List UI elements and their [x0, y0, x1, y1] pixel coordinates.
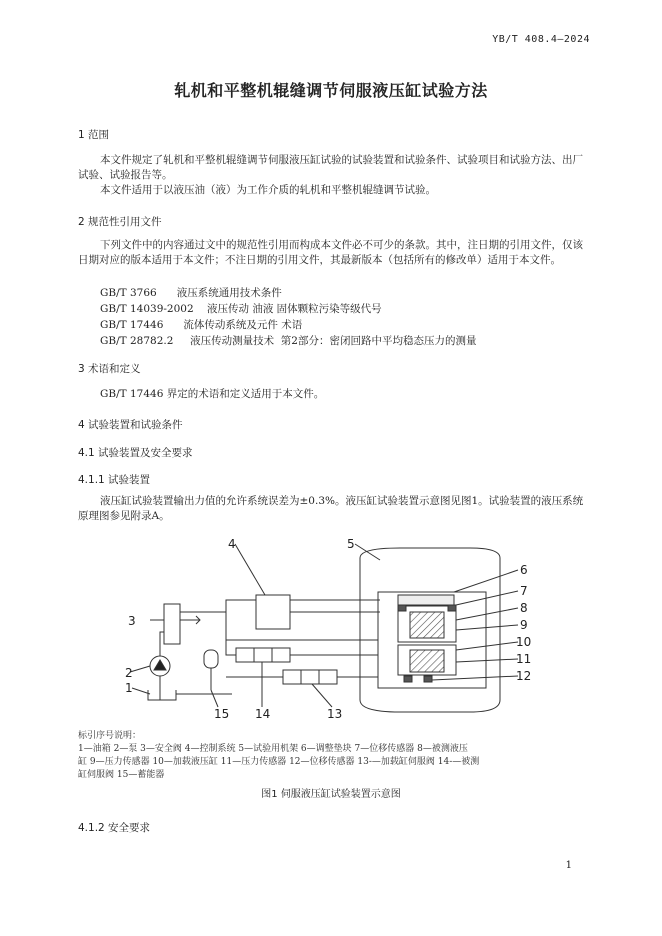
- label-13: 13: [327, 707, 343, 721]
- oil-tank-1: [148, 690, 176, 700]
- label-15: 15: [214, 707, 230, 721]
- label-8: 8: [520, 601, 528, 615]
- label-4: 4: [228, 537, 236, 551]
- section-4-heading: 4 试验装置和试验条件: [78, 419, 183, 431]
- figure-legend-line-2: 缸 9—压力传感器 10—加载液压缸 11—压力传感器 12—位移传感器 13-—加载缸伺服阀 14-—被测: [78, 757, 480, 767]
- label-14: 14: [255, 707, 271, 721]
- section-3-heading: 3 术语和定义: [78, 363, 141, 375]
- section-1-heading: 1 范围: [78, 129, 110, 141]
- figure-caption: 图1 伺服液压缸试验装置示意图: [261, 789, 401, 800]
- section-1-paragraph-1: 本文件规定了轧机和平整机辊缝调节伺服液压缸试验的试验装置和试验条件、试验项目和试验方法、出厂试验、试验报告等。: [78, 154, 583, 181]
- control-system-box: [256, 595, 290, 629]
- figure-legend-line-1: 1—油箱 2—泵 3—安全阀 4—控制系统 5—试验用机架 6—调整垫块 7—位移传感器 8—被测液压: [78, 744, 468, 754]
- label-1: 1: [125, 681, 133, 695]
- figure-legend-title: 标引序号说明：: [78, 731, 142, 741]
- pressure-sensor-11: [424, 676, 432, 682]
- reference-1: GB/T 3766 液压系统通用技术条件: [100, 287, 282, 299]
- label-6: 6: [520, 563, 528, 577]
- reference-3: GB/T 17446 流体传动系统及元件 术语: [100, 319, 303, 331]
- figure-legend-line-3: 缸伺服阀 15—蓄能器: [78, 770, 165, 780]
- label-11: 11: [516, 652, 532, 666]
- relief-valve-3: [164, 604, 180, 644]
- reference-2: GB/T 14039-2002 液压传动 油液 固体颗粒污染等级代号: [100, 303, 382, 315]
- reference-4: GB/T 28782.2 液压传动测量技术 第2部分：密闭回路中平均稳态压力的测量: [100, 335, 477, 347]
- servo-valve-14: [236, 648, 290, 662]
- label-2: 2: [125, 666, 133, 680]
- section-4-1-2-heading: 4.1.2 安全要求: [78, 822, 151, 834]
- displacement-sensor-12: [404, 676, 412, 682]
- section-4-1-heading: 4.1 试验装置及安全要求: [78, 447, 193, 459]
- servo-cylinder-test-rig-diagram: [0, 530, 662, 730]
- test-cylinder-piston: [410, 612, 444, 638]
- servo-valve-13: [283, 670, 337, 684]
- load-cylinder-piston: [410, 650, 444, 672]
- accumulator-15: [204, 650, 218, 668]
- section-2-heading: 2 规范性引用文件: [78, 216, 162, 228]
- document-title: 轧机和平整机辊缝调节伺服液压缸试验方法: [174, 81, 488, 100]
- section-4-1-1-paragraph: 液压缸试验装置输出力值的允许系统误差为±0.3%。液压缸试验装置示意图见图1。试验装置的液压系统原理图参见附录A。: [78, 495, 584, 522]
- section-1-paragraph-2: 本文件适用于以液压油（液）为工作介质的轧机和平整机辊缝调节试验。: [100, 184, 436, 196]
- label-3: 3: [128, 614, 136, 628]
- label-7: 7: [520, 584, 528, 598]
- page-number: 1: [565, 860, 572, 871]
- section-2-paragraph-1: 下列文件中的内容通过文中的规范性引用而构成本文件必不可少的条款。其中，注日期的引用文件，仅该日期对应的版本适用于本文件；不注日期的引用文件，其最新版本（包括所有的修改单）适用于本文件。: [78, 239, 583, 266]
- label-5: 5: [347, 537, 355, 551]
- label-9: 9: [520, 618, 528, 632]
- section-4-1-1-heading: 4.1.1 试验装置: [78, 474, 151, 486]
- displacement-sensor-7: [398, 605, 406, 611]
- adjusting-block: [398, 595, 454, 605]
- standard-code: YB/T 408.4—2024: [492, 34, 590, 45]
- label-12: 12: [516, 669, 532, 683]
- label-10: 10: [516, 635, 532, 649]
- section-3-paragraph-1: GB/T 17446 界定的术语和定义适用于本文件。: [100, 388, 325, 400]
- pressure-sensor-9: [448, 605, 456, 611]
